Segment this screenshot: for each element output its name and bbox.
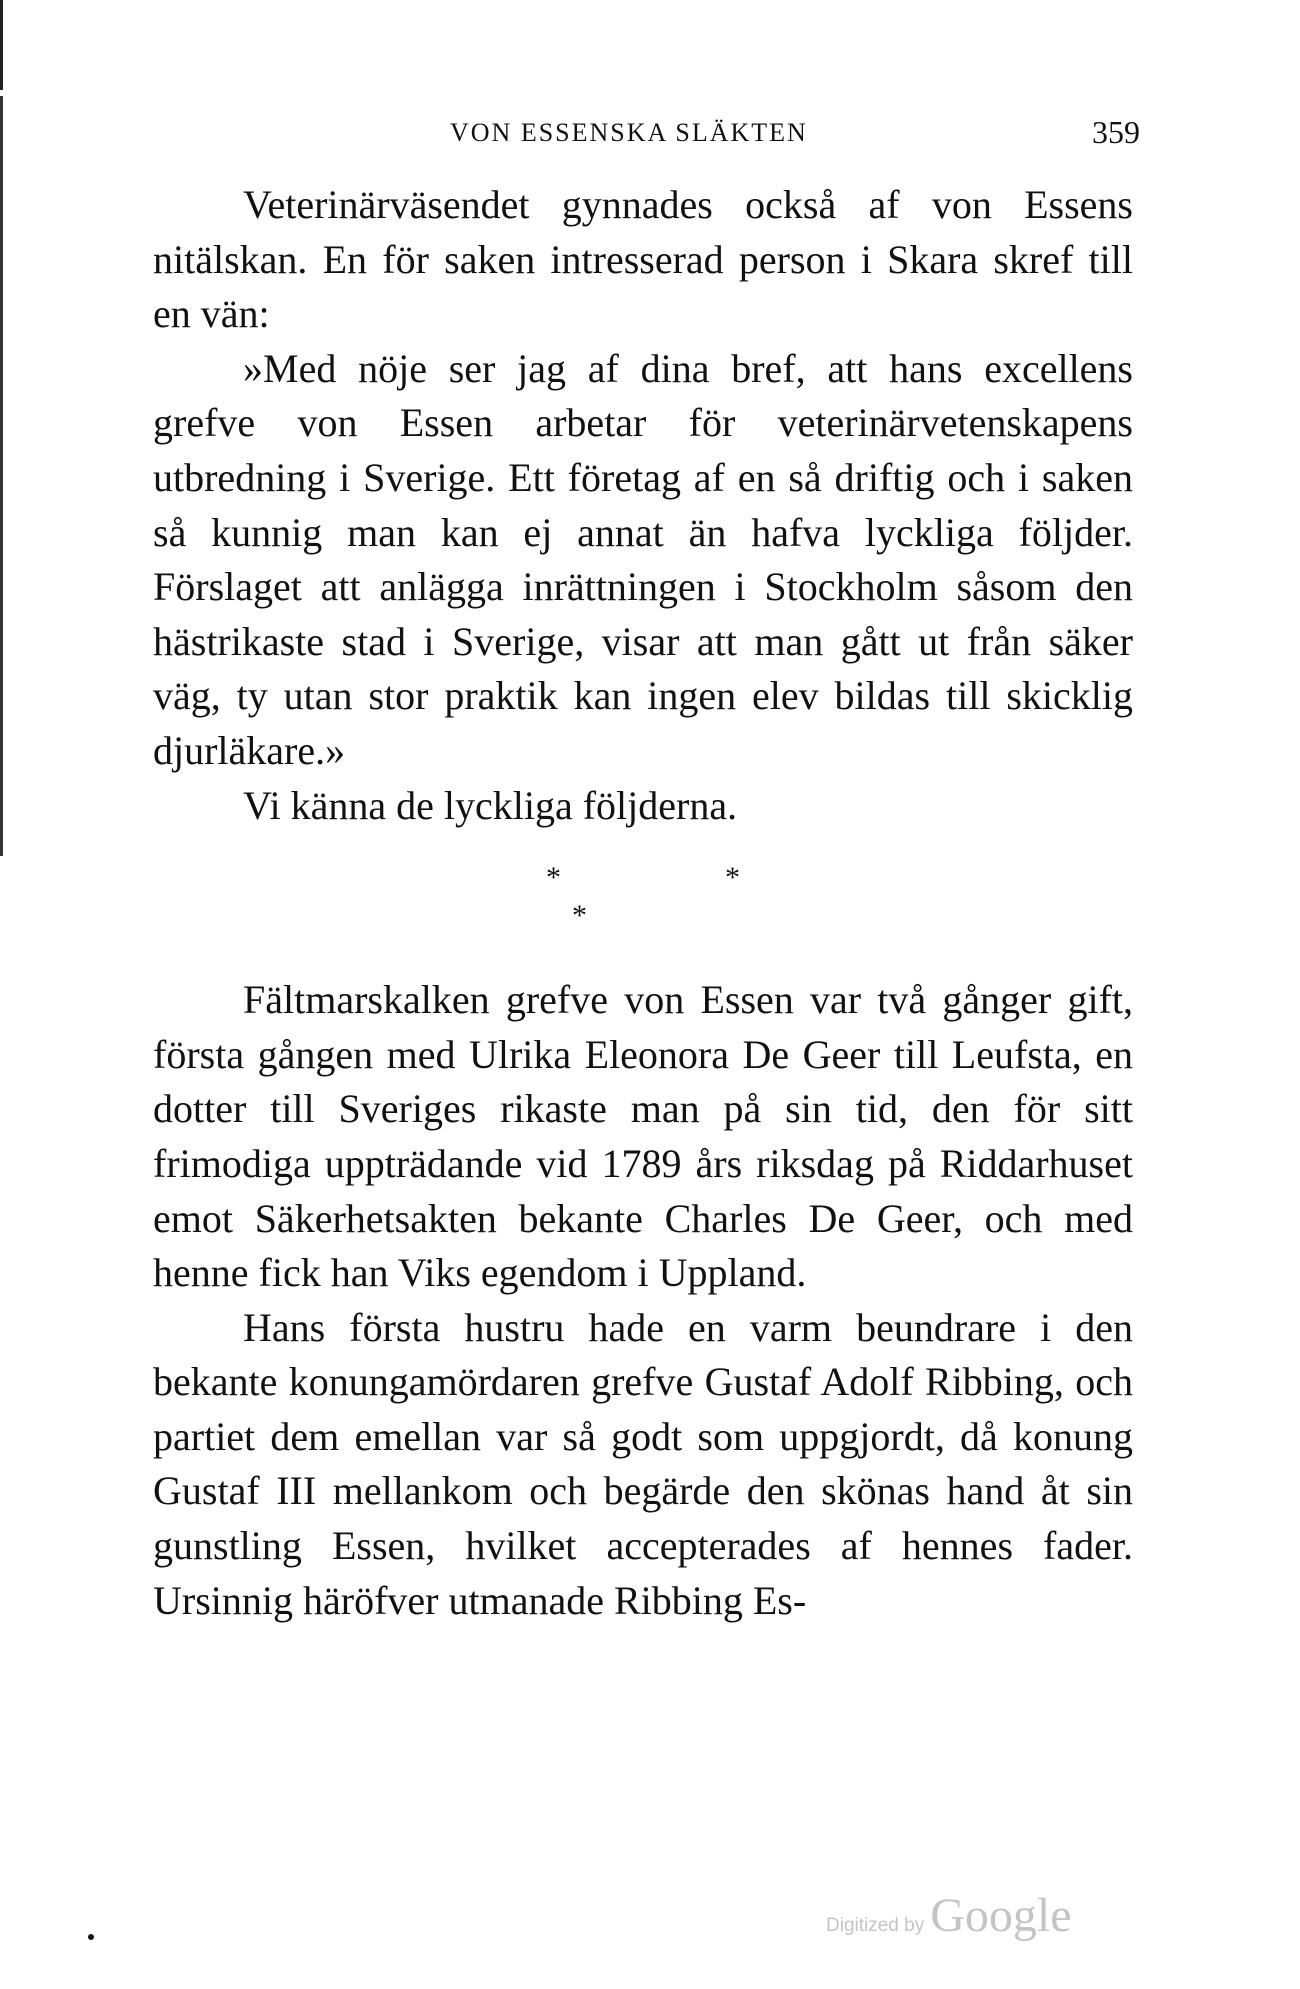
separator-star-1: * [546,861,561,895]
watermark-digitized-by: Digitized by [826,1915,925,1936]
paragraph-4: Fältmarskalken grefve von Essen var två gånger gift, första gången med Ulrika Eleonora De Geer till Leufsta, en dotter till Sveriges rikaste man på sin tid, den för sitt frimodiga uppträdande vid 1789 års riksdag på Riddarhuset emot Säkerhetsakten bekante Charles De Geer, och med henne fick han Viks egendom i Uppland. [153,977,1133,1296]
page-body [153,178,1133,1628]
footer-mark [88,1934,94,1940]
section-separator [153,841,1133,949]
running-head: VON ESSENSKA SLÄKTEN [450,118,808,147]
paragraph-5: Hans första hustru hade en varm beundrare i den bekante konungamördaren grefve Gustaf Adolf Ribbing, och partiet dem emellan var så godt som uppgjordt, då konung Gustaf III mellankom och begärde den skönas hand åt sin gunstling Essen, hvilket accepterades af hennes fader. Ursinnig häröfver utmanade Ribbing Es- [153,1304,1133,1623]
digitized-watermark [826,1888,1072,1943]
separator-star-2: * [572,899,587,933]
paragraph-1: Veterinärväsendet gynnades också af von Essens nitälskan. En för saken intresserad person i Skara skref till en vän: [153,182,1133,337]
page-number: 359 [1092,114,1140,150]
watermark-google-logo: Google [930,1889,1072,1942]
page-header [150,114,1140,158]
paragraph-3: Vi känna de lyckliga följderna. [243,782,738,828]
separator-star-3: * [725,861,740,895]
page-edge-shadow [0,0,3,90]
paragraph-2-quote: »Med nöje ser jag af dina bref, att hans excellens grefve von Essen arbetar för veterinärvetenskapens utbredning i Sverige. Ett företag af en så driftig och i saken så kunnig man kan ej annat än hafva lyckliga följder. Förslaget att anlägga inrättningen i Stockholm såsom den hästrikaste stad i Sverige, visar att man gått ut från säker väg, ty utan stor praktik kan ingen elev bildas till skicklig djurläkare.» [153,345,1133,773]
page-edge-shadow-lower [0,96,3,856]
